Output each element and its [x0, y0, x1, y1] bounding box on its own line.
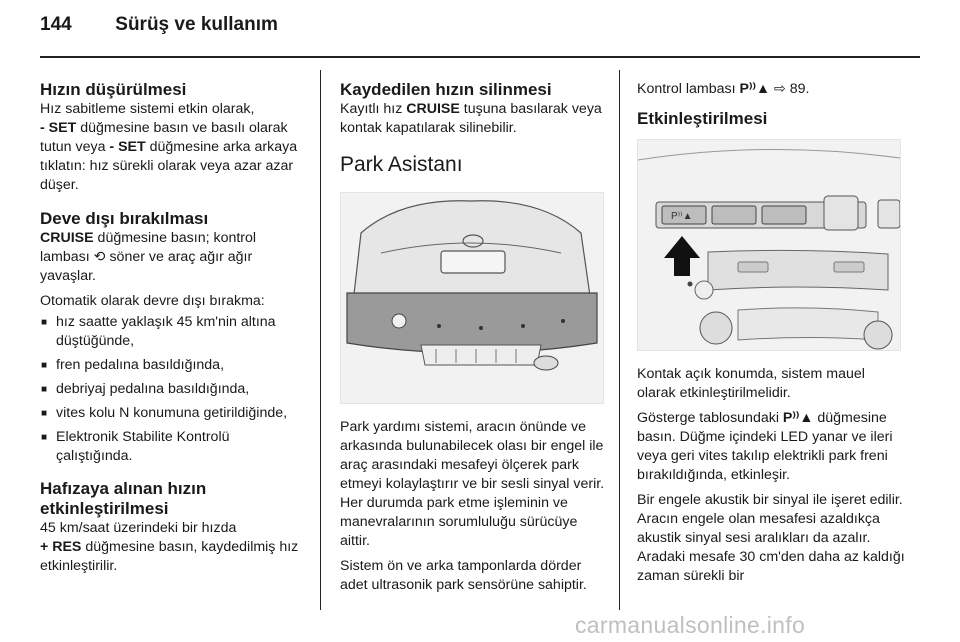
section-title-activation: Etkinleştirilmesi: [637, 109, 768, 128]
text-run: düğmesine basın. Düğme içindeki LED yanar ve ileri veya geri vites takılıp elektrikli park freni bırakıldığında, etkinleşir.: [637, 410, 893, 483]
text-run: düğmesine basın, kaydedilmiş hız etkinleştirilir.: [40, 539, 299, 574]
text-run: düğmesine basın ve basılı olarak tutun veya: [40, 120, 288, 155]
dashboard-button-illustration: [637, 139, 901, 351]
park-assist-icon: P⁾⁾▲: [782, 410, 814, 426]
column-2: [340, 80, 605, 595]
text-run: düğmesine basın; kontrol lambası: [40, 230, 257, 265]
section-title-deactivation: Deve dışı bırakılması: [40, 209, 209, 228]
list-item: ■ fren pedalına basıldığında,: [40, 356, 308, 375]
activation-button-text: [637, 409, 907, 485]
chapter-title: Sürüş ve kullanım: [115, 14, 278, 35]
page-number: 144: [40, 14, 72, 35]
control-lamp-reference: [637, 80, 907, 99]
cruise-key-label: CRUISE: [406, 101, 460, 117]
section-title-resume: Hafızaya alınan hızın etkinleştirilmesi: [40, 479, 207, 518]
res-key-label: + RES: [40, 539, 82, 555]
column-divider-2: [619, 70, 620, 610]
header-rule: [40, 56, 920, 58]
text-run: söner ve araç ağır ağır yavaşlar.: [40, 249, 253, 284]
speed-reduction-text: [40, 100, 308, 195]
park-assist-sensors: Sistem ön ve arka tamponlarda dörder adet ultrasonik park sensörüne sahiptir.: [340, 558, 587, 593]
park-assist-description: Park yardımı sistemi, aracın önünde ve arkasında bulunabilecek olası bir engel ile araç arasındaki mesafeyi ölçerek park etmeyi kolaylaştırır ve bir sesli sinyal verir. Her durumda park etme işleminin ve manevralarının sorumluluğu sürücüye aittir.: [340, 419, 605, 549]
activation-ignition-text: Kontak açık konumda, sistem mauel olarak etkinleştirilmelidir.: [637, 366, 865, 401]
list-item: ■ debriyaj pedalına basıldığında,: [40, 380, 308, 399]
watermark: carmanualsonline.info: [575, 612, 806, 638]
list-item: ■ Elektronik Stabilite Kontrolü çalıştığında.: [40, 428, 308, 466]
page-reference: ⇨ 89.: [770, 81, 810, 97]
text-run: Kayıtlı hız: [340, 101, 407, 117]
list-item: ■ vites kolu N konumuna getirildiğinde,: [40, 404, 308, 423]
set-key-label: - SET: [40, 120, 77, 136]
text-run: 45 km/saat üzerindeki bir hızda: [40, 520, 237, 536]
column-3: [637, 80, 907, 586]
svg-text:P⁾⁾▲: P⁾⁾▲: [671, 211, 693, 222]
rear-bumper-sensor-illustration: [340, 192, 604, 404]
set-key-label: - SET: [109, 139, 146, 155]
text-run: düğmesine arka arkaya tıklatın: hız sürekli olarak veya azar azar düşer.: [40, 139, 298, 193]
text-run: tuşuna basılarak veya kontak kapatılarak silinebilir.: [340, 101, 602, 136]
text-run: Kontrol lambası: [637, 81, 740, 97]
acoustic-signal-text: Bir engele akustik bir sinyal ile işeret edilir. Aracın engele olan mesafesi azaldıkça akustik sinyal sesi aralıkları da azalır. Aradaki mesafe 30 cm'den daha az kaldığı zaman sürekli bir: [637, 492, 905, 584]
park-assist-icon: P⁾⁾▲: [739, 81, 770, 97]
auto-deactivation-intro: Otomatik olarak devre dışı bırakma:: [40, 293, 265, 309]
auto-deactivation-list: [40, 313, 308, 466]
list-item: ■ hız saatte yaklaşık 45 km'nin altına düştüğünde,: [40, 313, 308, 351]
column-1: [40, 80, 308, 576]
column-divider-1: [320, 70, 321, 610]
speed-clear-text: [340, 100, 605, 138]
section-title-speed-clear: Kaydedilen hızın silinmesi: [340, 80, 552, 99]
text-run: Hız sabitleme sistemi etkin olarak,: [40, 101, 255, 117]
cruise-key-label: CRUISE: [40, 230, 94, 246]
cruise-control-icon: ⟲: [93, 249, 106, 265]
section-heading-park-assist: Park Asistanı: [340, 153, 463, 176]
page-header: [40, 14, 278, 36]
text-run: Gösterge tablosundaki: [637, 410, 783, 426]
resume-text: [40, 519, 308, 576]
deactivation-text: [40, 229, 308, 286]
section-title-speed-reduction: Hızın düşürülmesi: [40, 80, 187, 99]
